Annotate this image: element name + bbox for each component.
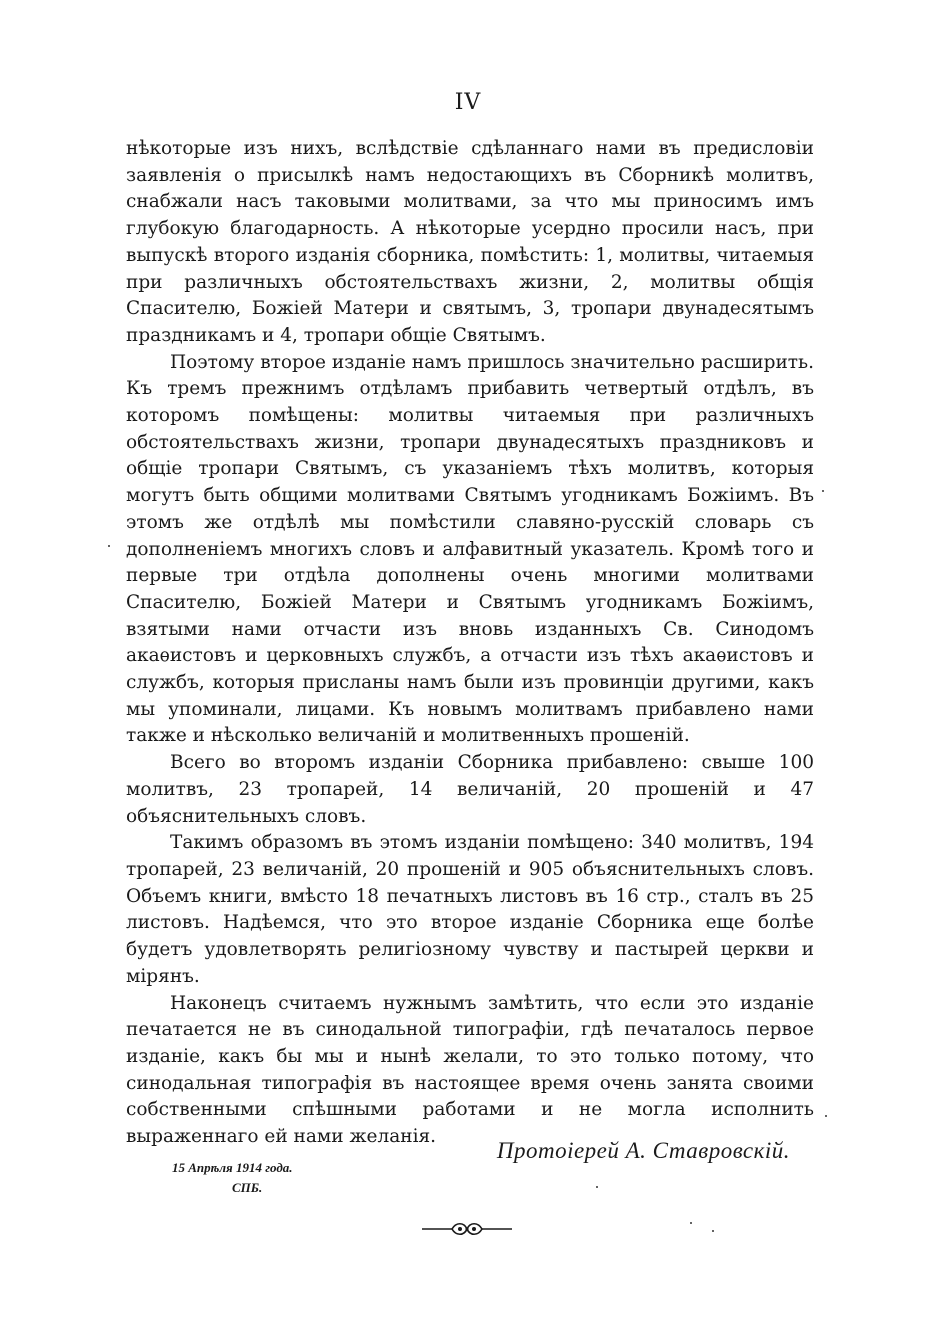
print-speck [690, 1222, 692, 1224]
paragraph-printing-note: Наконецъ считаемъ нужнымъ замѣтить, что если это изданіе печатается не въ синодальной типографіи, гдѣ печаталось первое изданіе, какъ бы мы и нынѣ желали, то это только потому, что синодальная типографія въ настоящее время очень занята своими собственными спѣшными работами и не могла исполнить выраженнаго ей нами желанія. [126, 992, 814, 1148]
print-speck [712, 1230, 714, 1232]
author-signature: Протоіерей А. Ставровскій. [496, 1138, 790, 1163]
paragraph-continuation: нѣкоторые изъ нихъ, вслѣдствіе сдѣланнаго нами въ предисловіи заявленія о присылкѣ намъ недостающихъ въ Сборникѣ молитвъ, снабжали насъ таковыми молитвами, за что мы приносимъ имъ глубокую благодарность. А нѣкоторые усердно просили насъ, при выпускѣ второго изданія сборника, помѣстить: 1, молитвы, читаемыя при различныхъ обстоятельствахъ жизни, 2, молитвы общія Спасителю, Божіей Матери и святымъ, 3, тропари двунадесятымъ праздникамъ и 4, тропари общіе Святымъ. [126, 138, 814, 346]
print-speck [596, 1186, 598, 1188]
print-speck [108, 545, 110, 547]
paragraph-expansion: Поэтому второе изданіе намъ пришлось значительно расширить. Къ тремъ прежнимъ отдѣламъ прибавить четвертый отдѣлъ, въ которомъ помѣщены: молитвы читаемыя при различныхъ обстоятельствахъ жизни, тропари двунадесятыхъ праздниковъ и общіе тропари Святымъ, съ указаніемъ тѣхъ молитвъ, которыя могутъ быть общими молитвами Святымъ угодникамъ Божіимъ. Въ этомъ же отдѣлѣ мы помѣстили славяно-русскій словарь съ дополненіемъ многихъ словъ и алфавитный указатель. Кромѣ того и первые три отдѣла дополнены очень многими молитвами Спасителю, Божіей Матери и Святымъ угодникамъ Божіимъ, взятыми нами отчасти изъ вновь изданныхъ Св. Синодомъ акаѳистовъ и церковныхъ службъ, а отчасти изъ тѣхъ акаѳистовъ и службъ, которыя присланы намъ были изъ провинціи другими, какъ мы упоминали, лицами. Къ новымъ молитвамъ прибавлено нами также и нѣсколько величаній и молитвенныхъ прошеній. [126, 351, 814, 747]
body-text [126, 136, 814, 1151]
signature-place: СПБ. [232, 1180, 263, 1195]
print-speck [822, 490, 824, 492]
print-speck [825, 1115, 827, 1117]
page-number: IV [454, 90, 482, 115]
paragraph-totals: Такимъ образомъ въ этомъ изданіи помѣщено: 340 молитвъ, 194 тропарей, 23 величаній, 20 прошеній и 905 объяснительныхъ словъ. Объемъ книги, вмѣсто 18 печатныхъ листовъ въ 16 стр., сталъ въ 25 листовъ. Надѣемся, что это второе изданіе Сборника еще болѣе будетъ удовлетворять религіозному чувству и пастырей церкви и мірянъ. [126, 832, 814, 987]
printers-ornament-icon [420, 1220, 514, 1238]
signature-date: 15 Апрѣля 1914 года. [172, 1160, 293, 1175]
paragraph-additions: Всего во второмъ изданіи Сборника прибавлено: свыше 100 молитвъ, 23 тропарей, 14 величаній, 20 прошеній и 47 объяснительныхъ словъ. [126, 752, 814, 827]
